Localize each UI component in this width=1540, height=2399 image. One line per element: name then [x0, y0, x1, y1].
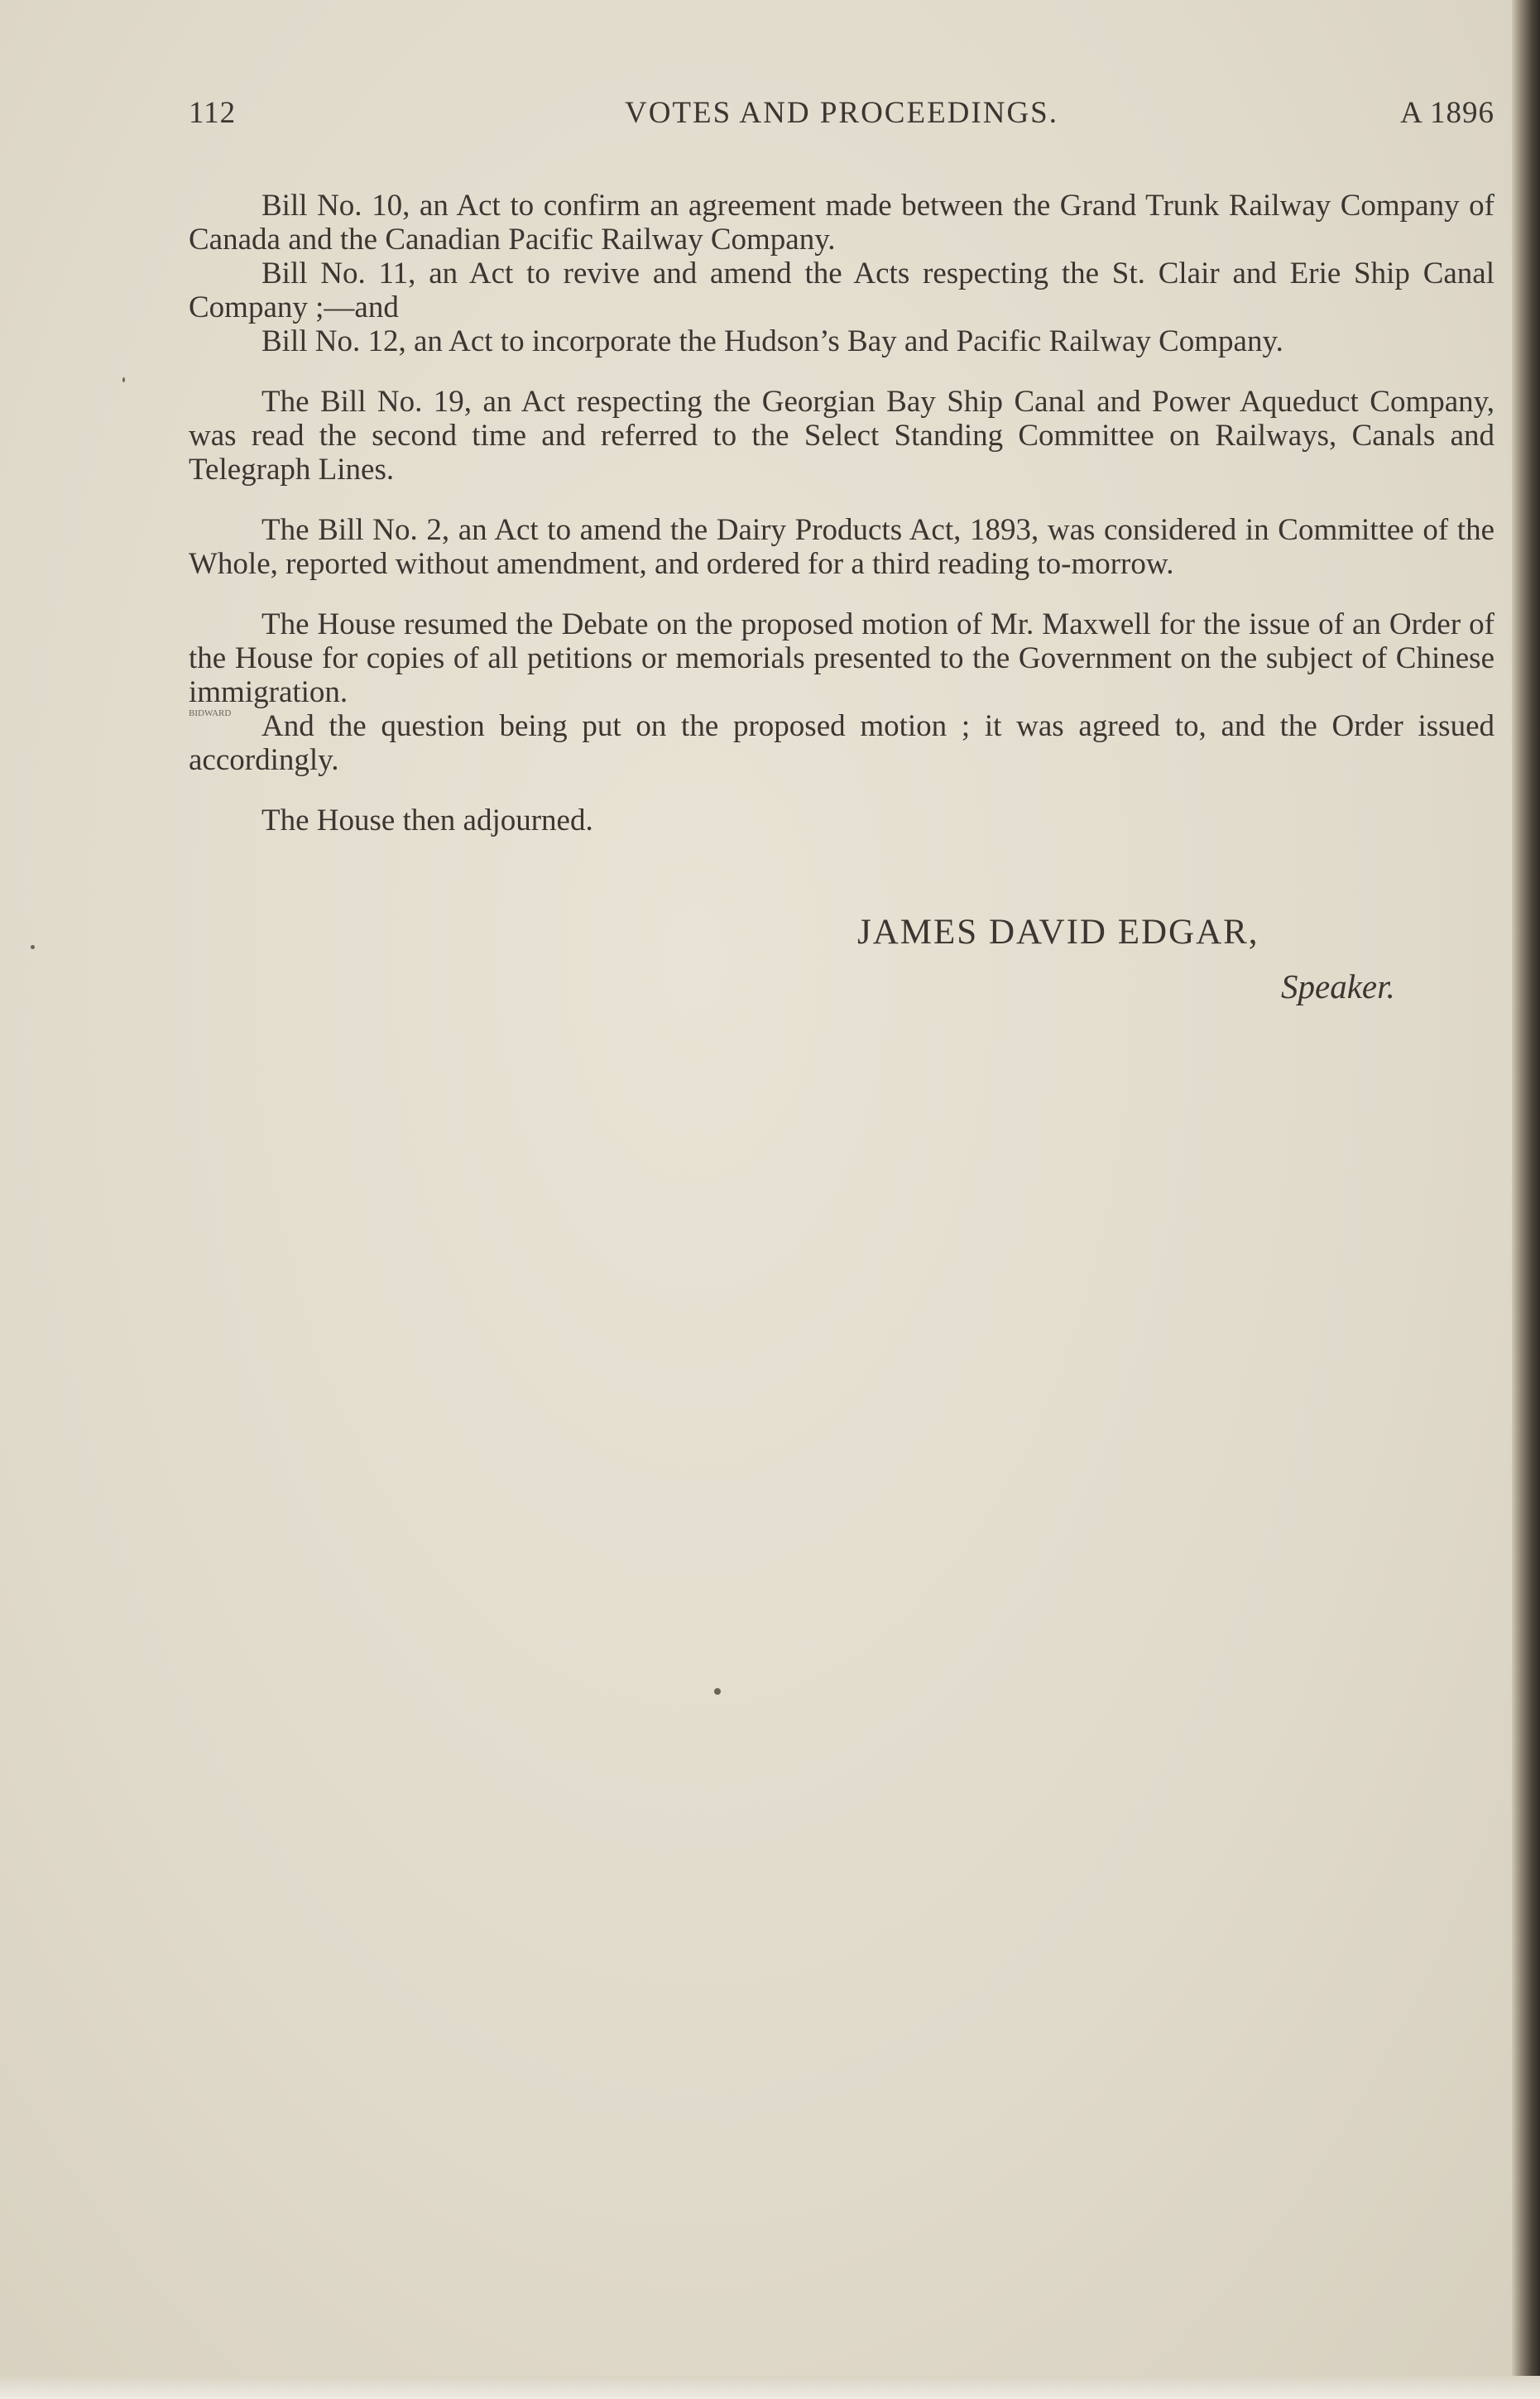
signature-name: JAMES DAVID EDGAR, [857, 913, 1259, 952]
running-header [189, 95, 1494, 142]
paper-speck [714, 1688, 721, 1695]
paragraph-debate: The House resumed the Debate on the proposed motion of Mr. Maxwell for the issue of an Order of the House for copies of all petitions or memorials presented to the Government on the subject of Chinese immigration. [189, 607, 1494, 709]
paper-speck [122, 377, 125, 382]
page-bottom-edge [0, 2376, 1540, 2399]
page-number: 112 [189, 96, 237, 130]
paragraph-bill-19: The Bill No. 19, an Act respecting the Georgian Bay Ship Canal and Power Aqueduct Company, was read the second time and referred to the Select Standing Committee on Railways, Canals and Telegraph Lines. [189, 385, 1494, 487]
paragraph-question-text: And the question being put on the proposed motion ; it was agreed to, and the Order issued accordingly. [189, 709, 1494, 777]
library-stamp: BIDWARD [189, 709, 232, 718]
paragraph-bill-10: Bill No. 10, an Act to confirm an agreement made between the Grand Trunk Railway Company of Canada and the Canadian Pacific Railway Company. [189, 189, 1494, 257]
volume-year: A 1896 [1400, 96, 1494, 130]
paragraph-adjourned: The House then adjourned. [261, 804, 593, 837]
running-title: VOTES AND PROCEEDINGS. [624, 96, 1058, 130]
signature-role: Speaker. [1281, 967, 1395, 1005]
book-spine-shadow [1512, 0, 1540, 2399]
paragraph-bill-11: Bill No. 11, an Act to revive and amend the Acts respecting the St. Clair and Erie Ship Canal Company ;—and [189, 257, 1494, 324]
paragraph-question [189, 709, 1494, 777]
paragraph-bill-2: The Bill No. 2, an Act to amend the Dairy Products Act, 1893, was considered in Committee of the Whole, reported without amendment, and ordered for a third reading to-morrow. [189, 513, 1494, 581]
text-body [189, 189, 1494, 837]
paragraph-bill-12: Bill No. 12, an Act to incorporate the Hudson’s Bay and Pacific Railway Company. [261, 324, 1283, 358]
paper-speck [31, 945, 35, 949]
